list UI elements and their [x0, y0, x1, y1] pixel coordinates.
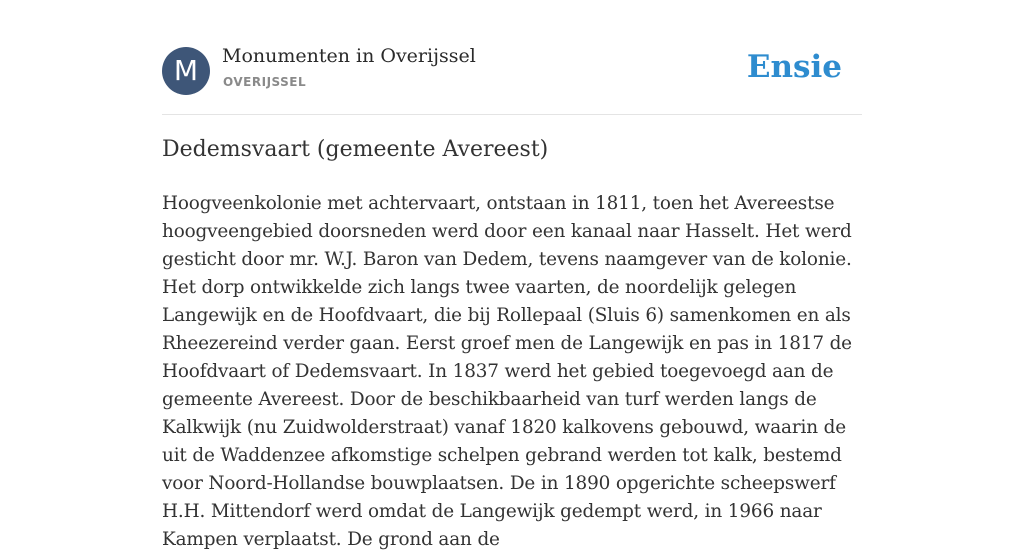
- source-subtitle[interactable]: OVERIJSSEL: [223, 75, 307, 89]
- article-body: Hoogveenkolonie met achtervaart, ontstaan in 1811, toen het Avereestse hoogveengebied doorsneden werd door een kanaal naar Hasselt. Het werd gesticht door mr. W.J. Baron van Dedem, tevens naamgever van de kolonie. Het dorp ontwikkelde zich langs twee vaarten, de noordelijk gelegen Langewijk en de Hoofdvaart, die bij Rollepaal (Sluis 6) samenkomen en als Rheezereind verder gaan. Eerst groef men de Langewijk en pas in 1817 de Hoofdvaart of Dedemsvaart. In 1837 werd het gebied toegevoegd aan de gemeente Avereest. Door de beschikbaarheid van turf werden langs de Kalkwijk (nu Zuidwolderstraat) vanaf 1820 kalkovens gebouwd, waarin de uit de Waddenzee afkomstige schelpen gebrand werden tot kalk, bestemd voor Noord-Hollandse bouwplaatsen. De in 1890 opgerichte scheepswerf H.H. Mittendorf werd omdat de Langewijk gedempt werd, in 1966 naar Kampen verplaatst. De grond aan de: [162, 193, 852, 550]
- article-title: Dedemsvaart (gemeente Avereest): [162, 137, 549, 162]
- source-title[interactable]: Monumenten in Overijssel: [222, 45, 476, 67]
- header: [162, 0, 862, 115]
- brand-logo[interactable]: Ensie: [746, 49, 842, 85]
- avatar[interactable]: M: [162, 47, 210, 95]
